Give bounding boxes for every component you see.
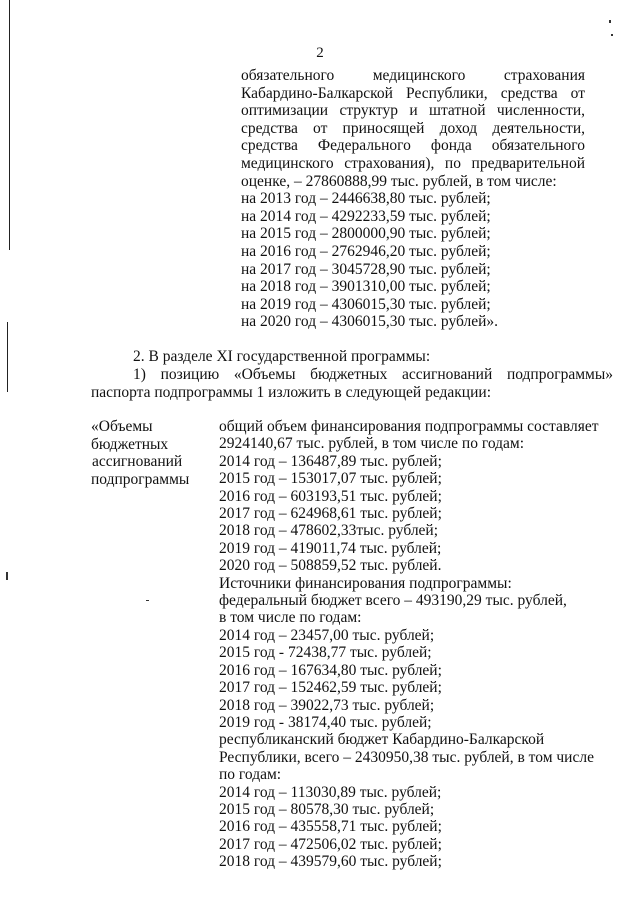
year-amount-line: на 2020 год – 4306015,30 тыс. рублей».	[241, 313, 499, 331]
section-heading: 2. В разделе XI государственной программы:	[133, 348, 431, 365]
item-1-paragraph	[91, 366, 613, 401]
text-line: паспорта подпрограммы 1 изложить в следующей редакции:	[91, 383, 491, 401]
text-line: оценке, – 27860888,99 тыс. рублей, в том числе:	[241, 172, 557, 190]
year-amount-line: на 2018 год – 3901310,00 тыс. рублей;	[241, 278, 491, 296]
year-amount-line: на 2014 год – 4292233,59 тыс. рублей;	[241, 207, 491, 225]
year-amount-line: 2014 год – 113030,89 тыс. рублей;	[219, 783, 442, 801]
text-line: медицинского страхования), по предварительной	[241, 154, 585, 172]
year-amount-line: на 2013 год – 2446638,80 тыс. рублей;	[241, 190, 491, 208]
year-amount-line: 2014 год – 136487,89 тыс. рублей;	[219, 452, 442, 470]
year-amount-line: 2018 год – 439579,60 тыс. рублей;	[219, 853, 442, 871]
scan-speck	[609, 20, 611, 23]
year-amount-line: 2015 год – 80578,30 тыс. рублей;	[219, 800, 435, 818]
year-amount-line: 2016 год – 167634,80 тыс. рублей;	[219, 661, 442, 679]
year-amount-line: 2017 год – 472506,02 тыс. рублей;	[219, 835, 442, 853]
year-amount-line: 2014 год – 23457,00 тыс. рублей;	[219, 626, 435, 644]
year-amount-line: 2019 год – 419011,74 тыс. рублей;	[219, 539, 442, 557]
scan-margin-line	[9, 0, 10, 250]
content-line: федеральный бюджет всего – 493190,29 тыс. рублей,	[219, 592, 567, 610]
content-line: по годам:	[219, 766, 282, 784]
year-amount-line: 2018 год – 478602,33тыс. рублей;	[219, 522, 439, 540]
scan-margin-line	[7, 322, 8, 392]
continuation-paragraph	[241, 67, 585, 331]
year-amount-line: 2017 год – 624968,61 тыс. рублей;	[219, 505, 442, 523]
scan-speck	[611, 34, 613, 36]
passport-label-line: ассигнований	[92, 453, 183, 471]
year-amount-line: на 2016 год – 2762946,20 тыс. рублей;	[241, 242, 491, 260]
content-line: общий объем финансирования подпрограммы составляет	[219, 418, 599, 435]
content-line: в том числе по годам:	[219, 609, 362, 627]
year-amount-line: 2018 год – 39022,73 тыс. рублей;	[219, 696, 435, 714]
passport-label-line: бюджетных	[91, 435, 169, 453]
year-amount-line: на 2017 год – 3045728,90 тыс. рублей;	[241, 260, 491, 278]
passport-content-column	[219, 418, 613, 871]
passport-label-line: «Объемы	[91, 418, 153, 435]
text-line: средства Федерального фонда обязательного	[241, 137, 585, 155]
year-amount-line: 2017 год – 152462,59 тыс. рублей;	[219, 679, 442, 697]
scan-speck	[6, 572, 8, 580]
passport-label-line: подпрограммы	[91, 470, 190, 488]
year-amount-line: 2016 год – 603193,51 тыс. рублей;	[219, 487, 442, 505]
year-amount-line: на 2019 год – 4306015,30 тыс. рублей;	[241, 295, 491, 313]
page-number: 2	[316, 45, 324, 61]
year-amount-line: 2020 год – 508859,52 тыс. рублей.	[219, 557, 442, 575]
year-amount-line: 2019 год - 38174,40 тыс. рублей;	[219, 713, 432, 731]
text-line: Кабардино-Балкарской Республики, средства от	[241, 84, 585, 102]
text-line: средства от приносящей доход деятельности,	[241, 119, 585, 137]
content-line: Источники финансирования подпрограммы:	[219, 574, 512, 592]
text-line: обязательного медицинского страхования	[241, 67, 585, 84]
year-amount-line: 2015 год - 72438,77 тыс. рублей;	[219, 644, 432, 662]
content-line: республиканский бюджет Кабардино-Балкарской	[219, 731, 545, 749]
content-line: Республики, всего – 2430950,38 тыс. рублей, в том числе	[219, 748, 594, 766]
year-amount-line: 2016 год – 435558,71 тыс. рублей;	[219, 818, 442, 836]
scan-speck	[146, 600, 149, 601]
year-amount-line: 2015 год – 153017,07 тыс. рублей;	[219, 470, 442, 488]
content-line: 2924140,67 тыс. рублей, в том числе по годам:	[219, 435, 525, 453]
year-amount-line: на 2015 год – 2800000,90 тыс. рублей;	[241, 225, 491, 243]
passport-label-column	[91, 418, 217, 488]
text-line: оптимизации структур и штатной численности,	[241, 102, 585, 120]
text-line: 1) позицию «Объемы бюджетных ассигнований подпрограммы»	[133, 366, 613, 383]
